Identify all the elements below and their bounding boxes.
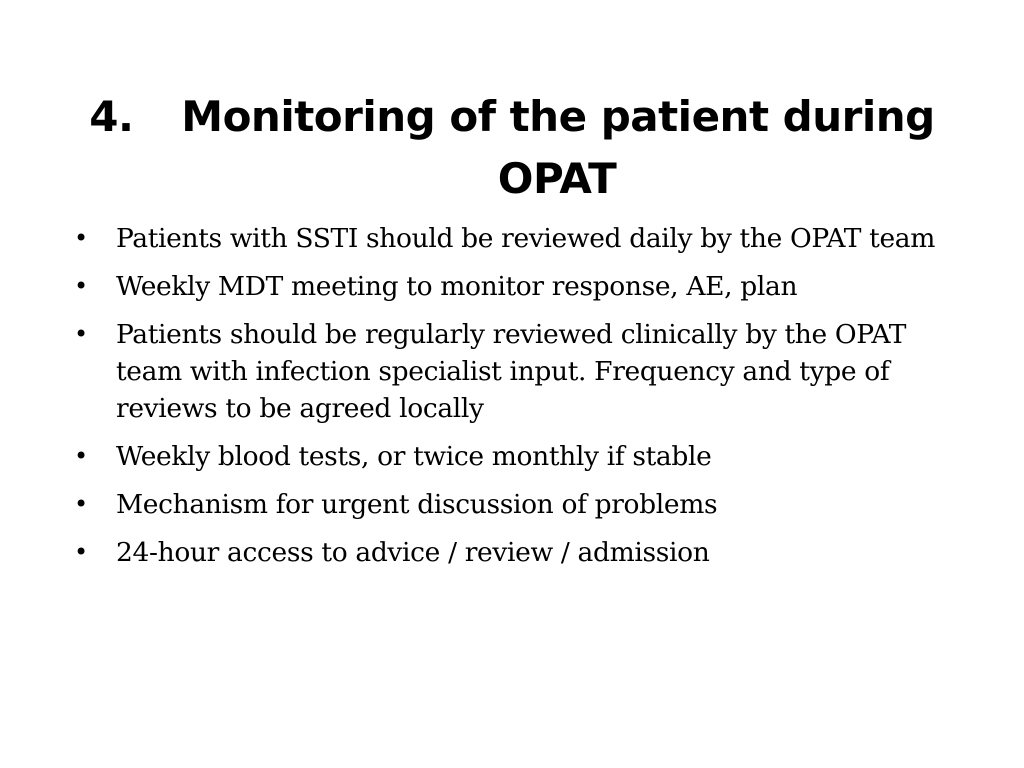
bullet-list [74, 220, 964, 582]
bullet-text: Patients should be regularly reviewed clinically by the OPAT team with infection specialist input. Frequency and type of reviews to be agreed locally [116, 319, 907, 424]
bullet-dot-icon: • [74, 442, 88, 470]
bullet-text: Patients with SSTI should be reviewed daily by the OPAT team [116, 223, 936, 254]
bullet-item-blood-tests [74, 438, 964, 475]
bullet-item-24-hour-access [74, 534, 964, 571]
bullet-item-daily-review [74, 220, 964, 257]
slide-title [60, 86, 964, 210]
title-text-line-2: OPAT [497, 154, 617, 204]
bullet-item-urgent-discussion [74, 486, 964, 523]
bullet-item-clinical-review [74, 316, 964, 427]
bullet-dot-icon: • [74, 224, 88, 252]
title-text-line-1: Monitoring of the patient during [181, 92, 935, 142]
bullet-dot-icon: • [74, 538, 88, 566]
bullet-text: 24-hour access to advice / review / admission [116, 537, 710, 568]
bullet-text: Weekly blood tests, or twice monthly if stable [116, 441, 712, 472]
bullet-item-mdt-meeting [74, 268, 964, 305]
bullet-text: Weekly MDT meeting to monitor response, AE, plan [116, 271, 798, 302]
bullet-dot-icon: • [74, 272, 88, 300]
title-number: 4. [89, 92, 134, 142]
bullet-text: Mechanism for urgent discussion of problems [116, 489, 718, 520]
bullet-dot-icon: • [74, 490, 88, 518]
bullet-dot-icon: • [74, 320, 88, 348]
title-first-line [60, 86, 964, 148]
